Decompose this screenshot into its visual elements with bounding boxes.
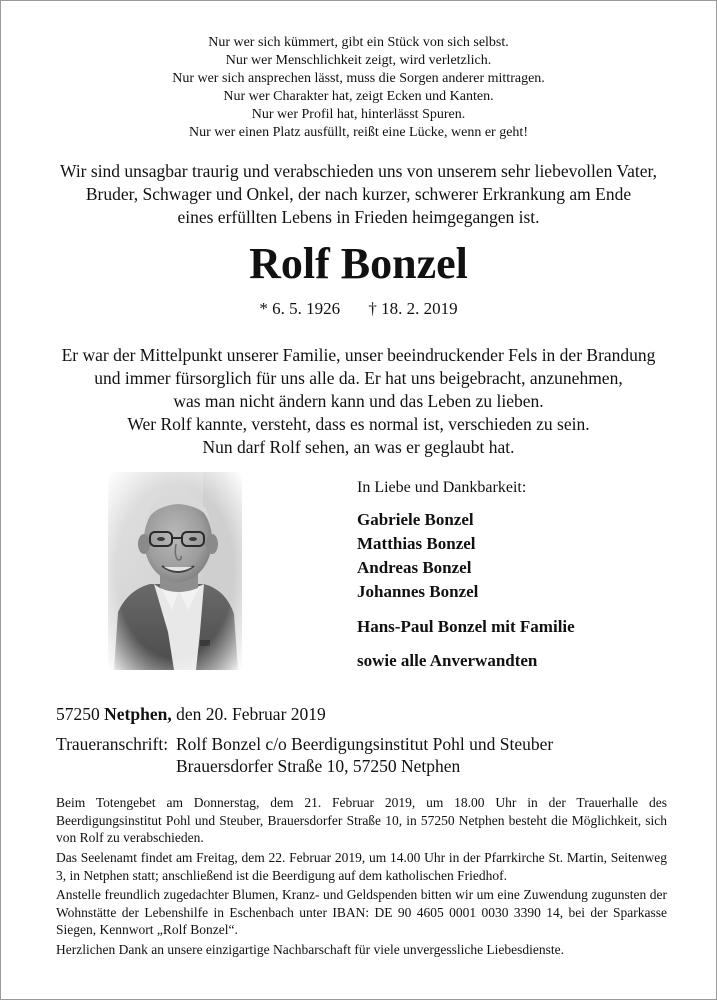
mourner-name: Johannes Bonzel [357, 582, 479, 601]
intro-text [30, 160, 687, 229]
deceased-name: Rolf Bonzel [249, 239, 468, 288]
notice-prayer-service: Beim Totengebet am Donnerstag, dem 21. Februar 2019, um 18.00 Uhr in der Trauerhalle des Beerdigungsinstitut Pohl und Steuber, Brauersdorfer Straße 10, in 57250 Netphen besteht die Möglichkeit, sich von Rolf zu verabschieden. [56, 795, 667, 845]
poem-line: Nur wer Menschlichkeit zeigt, wird verletzlich. [225, 53, 492, 68]
mourner-name: Hans-Paul Bonzel mit Familie [357, 617, 575, 636]
poem-line: Nur wer Profil hat, hinterlässt Spuren. [251, 107, 466, 122]
notice-thanks: Herzlichen Dank an unsere einzigartige Nachbarschaft für viele unvergessliche Liebesdienste. [56, 942, 565, 957]
mourners-list [357, 508, 575, 673]
address-line: Brauersdorfer Straße 10, 57250 Netphen [176, 756, 461, 776]
place-and-date [56, 703, 326, 725]
mourner-name: Andreas Bonzel [357, 558, 472, 577]
intro-line: Bruder, Schwager und Onkel, der nach kurzer, schwerer Erkrankung am Ende [85, 184, 632, 204]
address-line: Rolf Bonzel c/o Beerdigungsinstitut Pohl und Steuber [176, 734, 554, 754]
poem-line: Nur wer sich kümmert, gibt ein Stück von sich selbst. [208, 35, 509, 50]
mourning-address [56, 733, 553, 777]
postal-code: 57250 [56, 704, 100, 724]
portrait-photo [108, 472, 242, 670]
poem-line: Nur wer Charakter hat, zeigt Ecken und Kanten. [223, 89, 494, 104]
mourner-name: Matthias Bonzel [357, 534, 476, 553]
mourner-name: sowie alle Anverwandten [357, 651, 538, 670]
city: Netphen, [104, 704, 172, 724]
tribute-line: was man nicht ändern kann und das Leben zu lieben. [173, 391, 544, 411]
mourners-intro: In Liebe und Dankbarkeit: [357, 479, 527, 496]
intro-line: Wir sind unsagbar traurig und verabschieden uns von unserem sehr liebevollen Vater, [60, 161, 657, 181]
notice-requiem-mass: Das Seelenamt findet am Freitag, dem 22. Februar 2019, um 14.00 Uhr in der Pfarrkirche St. Martin, Seitenweg 3, in Netphen statt; anschließend ist die Beerdigung auf dem katholischen Friedhof. [56, 850, 667, 883]
address-label: Traueranschrift: [56, 734, 169, 754]
birth-date: * 6. 5. 1926 [259, 299, 341, 318]
intro-line: eines erfüllten Lebens in Frieden heimgegangen ist. [177, 207, 540, 227]
life-dates [0, 298, 717, 320]
notice-donations: Anstelle freundlich zugedachter Blumen, Kranz- und Geldspenden bitten wir um eine Zuwendung zugunsten der Wohnstätte der Lebenshilfe in Eschenbach unter IBAN: DE 90 4605 0001 0030 3390 14, bei der Sparkasse Siegen, Kennwort „Rolf Bonzel“. [56, 887, 667, 937]
poem-line: Nur wer sich ansprechen lässt, muss die Sorgen anderer mittragen. [172, 71, 545, 86]
notice-date: den 20. Februar 2019 [176, 704, 326, 724]
death-date: † 18. 2. 2019 [368, 299, 458, 318]
poem [40, 34, 677, 142]
mourner-name: Gabriele Bonzel [357, 510, 474, 529]
tribute-line: Wer Rolf kannte, versteht, dass es normal ist, verschieden zu sein. [127, 414, 590, 434]
tribute-text [30, 344, 687, 459]
tribute-line: Er war der Mittelpunkt unserer Familie, unser beeindruckender Fels in der Brandung [61, 345, 656, 365]
tribute-line: und immer fürsorglich für uns alle da. Er hat uns beigebracht, anzunehmen, [94, 368, 623, 388]
poem-line: Nur wer einen Platz ausfüllt, reißt eine Lücke, wenn er geht! [189, 125, 528, 140]
tribute-line: Nun darf Rolf sehen, an was er geglaubt hat. [202, 437, 515, 457]
